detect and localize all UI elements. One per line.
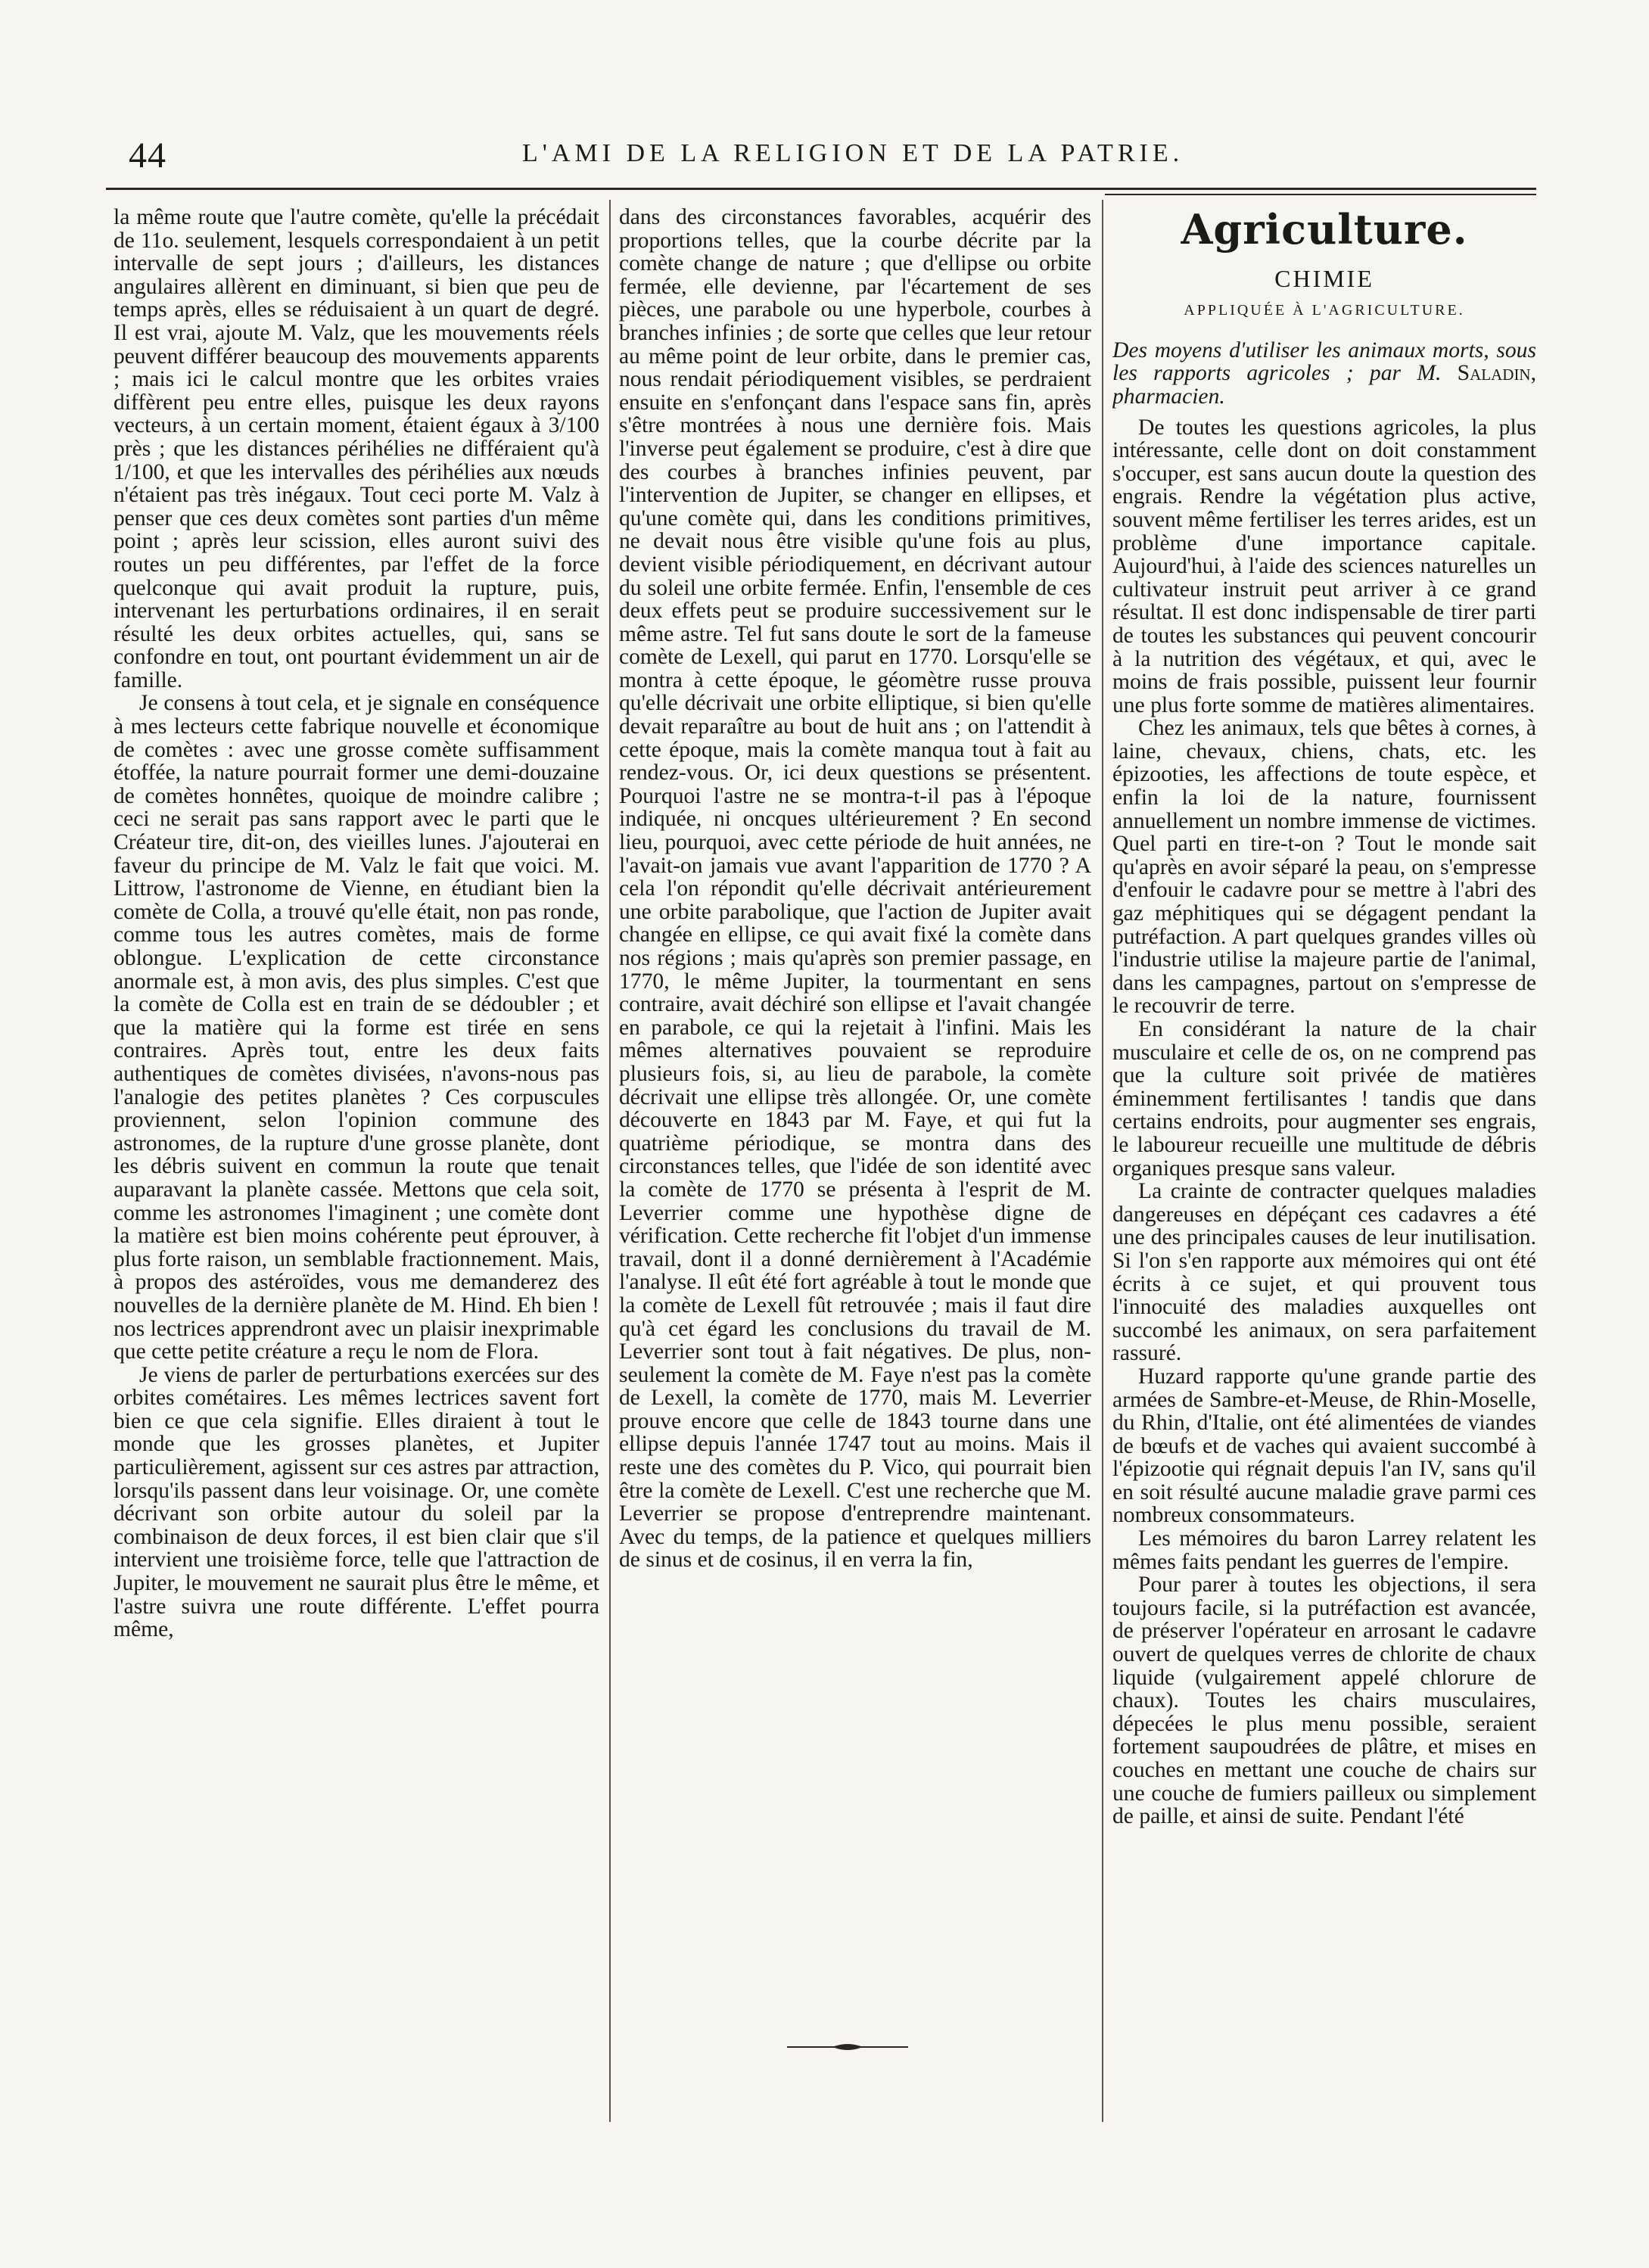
column-1	[114, 206, 599, 2139]
column-divider-2	[1102, 200, 1103, 2122]
page-number: 44	[129, 135, 166, 176]
section-title: Agriculture.	[1181, 206, 1468, 254]
byline-role: pharmacien.	[1112, 384, 1225, 409]
journal-title: L'AMI DE LA RELIGION ET DE LA PATRIE.	[522, 139, 1184, 167]
paragraph: Les mémoires du baron Larrey relatent les mêmes faits pendant les guerres de l'empire.	[1112, 1526, 1536, 1574]
paragraph: En considérant la nature de la chair musculaire et celle de os, on ne comprend pas que la culture soit privée de matières éminemment fertilisantes ! tandis que dans certains endroits, pour augmenter ses engrais, le laboureur recueille une multitude de débris organiques presque sans valeur.	[1112, 1017, 1536, 1181]
paragraph: Chez les animaux, tels que bêtes à cornes, à laine, chevaux, chiens, chats, etc. les épizooties, les affections de toute espèce, et enfin la loi de la nature, fournissent annuellement un nombre immense de victimes. Quel parti en tire-t-on ? Tout le monde sait qu'après en avoir séparé la peau, on s'empresse d'enfouir le cadavre pour se mettre à l'abri des gaz méphitiques qui se dégagent pendant la putréfaction. A part quelques grandes villes où l'industrie utilise la majeure partie de l'animal, dans les campagnes, partout on s'empresse de le recouvrir de terre.	[1112, 716, 1536, 1019]
paragraph: Je viens de parler de perturbations exercées sur des orbites cométaires. Les mêmes lectrices savent fort bien ce que cela signifie. Elles diraient à tout le monde que les grosses planètes, et Jupiter particulièrement, agissent sur ces astres par attraction, lorsqu'ils passent dans leur voisinage. Or, une comète décrivant son orbite autour du soleil par la combinaison de deux forces, il est bien clair que s'il intervient une troisième force, telle que l'attraction de Jupiter, le mouvement ne saurait plus être le même, et l'astre suivra une route différente. L'effet pourra même,	[114, 1362, 599, 1642]
column-divider-1	[609, 200, 611, 2122]
paragraph: La crainte de contracter quelques maladies dangereuses en dépéçant ces cadavres a été une des principales causes de leur inutilisation. Si l'on s'en rapporte aux mémoires qui ont été écrits à ce sujet, et qui prouvent tous l'innocuité des maladies auxquelles ont succombé les animaux, on sera parfaitement rassuré.	[1112, 1179, 1536, 1366]
subsection-title: CHIMIE	[1274, 264, 1374, 292]
byline-author: Saladin,	[1457, 361, 1536, 386]
byline-text: Des moyens d'utiliser les animaux morts, sous les rapports agricoles ; par M.	[1112, 338, 1536, 386]
paragraph: Je consens à tout cela, et je signale en conséquence à mes lecteurs cette fabrique nouvelle et économique de comètes : avec une grosse comète suffisamment étoffée, la nature pourrait former une demi-douzaine de comètes honnêtes, quoique de moindre calibre ; ceci ne serait pas sans rapport avec le parti que le Créateur tire, dit-on, des vieilles lunes. J'ajouterai en faveur du principe de M. Valz le fait que voici. M. Littrow, l'astronome de Vienne, en étudiant bien la comète de Colla, a trouvé qu'elle était, non pas ronde, comme tous les autres comètes, mais de forme oblongue. L'explication de cette circonstance anormale est, à mon avis, des plus simples. C'est que la comète de Colla est en train de se dédoubler ; et que la matière qui la forme est tirée en sens contraires. Après tout, entre les deux faits authentiques de comètes divisées, n'avons-nous pas l'analogie des petites planètes ? Ces corpuscules proviennent, selon l'opinion commune des astronomes, de la rupture d'une grosse planète, dont les débris suivent en commun la route que tenait auparavant la planète cassée. Mettons que cela soit, comme les astronomes l'imaginent ; une comète dont la matière est bien moins cohérente peut éprouver, à plus forte raison, un semblable fractionnement. Mais, à propos des astéroïdes, vous me demanderez des nouvelles de la dernière planète de M. Hind. Eh bien ! nos lectrices apprendront avec un plaisir inexprimable que cette petite créature a reçu le nom de Flora.	[114, 691, 599, 1364]
paragraph: dans des circonstances favorables, acquérir des proportions telles, que la courbe décrite par la comète change de nature ; que d'ellipse ou orbite fermée, elle devienne, par l'écartement de ses pièces, une parabole ou une hyperbole, courbes à branches infinies ; de sorte que celles que leur retour au même point de leur orbite, dans le premier cas, nous rendait périodiquement visibles, se perdraient ensuite en s'enfonçant dans l'espace sans fin, après s'être montrées à nous une dernière fois. Mais l'inverse peut également se produire, c'est à dire que des courbes à branches infinies peuvent, par l'intervention de Jupiter, se changer en ellipses, et qu'une comète qui, dans les conditions primitives, ne devait nous être visible qu'une fois au plus, devient visible périodiquement, en décrivant autour du soleil une orbite fermée. Enfin, l'ensemble de ces deux effets peut se produire successivement sur le même astre. Tel fut sans doute le sort de la fameuse comète de Lexell, qui parut en 1770. Lorsqu'elle se montra à cette époque, le géomètre russe prouva qu'elle décrivait une orbite elliptique, si bien qu'elle devait reparaître au bout de huit ans ; on l'attendit à cette époque, mais la comète manqua tout à fait au rendez-vous. Or, ici deux questions se présentent. Pourquoi l'astre ne se montra-t-il pas à l'époque indiquée, ni oncques ultérieurement ? En second lieu, pourquoi, avec cette période de huit années, ne l'avait-on jamais vue avant l'apparition de 1770 ? A cela l'on répondit qu'elle décrivait antérieurement une orbite parabolique, que l'action de Jupiter avait changée en ellipse, ce qui avait fixé la comète dans nos régions ; mais qu'après son premier passage, en 1770, le même Jupiter, la tourmentant en sens contraire, avait déchiré son ellipse et l'avait changée en parabole, ce qui la rejetait à l'infini. Mais les mêmes alternatives pouvaient se reproduire plusieurs fois, si, au lieu de parabole, la comète décrivait une ellipse très allongée. Or, une comète découverte en 1843 par M. Faye, et qui fut la quatrième périodique, se montra dans des circonstances telles, que l'idée de son identité avec la comète de 1770 se présenta à l'esprit de M. Leverrier comme une hypothèse digne de vérification. Cette recherche fit l'objet d'un immense travail, dont il a donné dernièrement à l'Académie l'analyse. Il eût été fort agréable à tout le monde que la comète de Lexell fût retrouvée ; mais il faut dire qu'à cet égard les conclusions du travail de M. Leverrier sont tout à fait négatives. De plus, non-seulement la comète de M. Faye n'est pas la comète de Lexell, la comète de 1770, mais M. Leverrier prouve encore que celle de 1843 tourne dans une ellipse depuis l'année 1747 tout au moins. Mais il reste une des comètes du P. Vico, qui pourrait bien être la comète de Lexell. C'est une recherche que M. Leverrier se propose d'entreprendre maintenant. Avec du temps, de la patience et quelques milliers de sinus et de cosinus, il en verra la fin,	[619, 206, 1091, 1573]
subsection-subtitle: APPLIQUÉE À L'AGRICULTURE.	[1184, 302, 1465, 319]
paragraph: la même route que l'autre comète, qu'elle la précédait de 11o. seulement, lesquels correspondaient à un petit intervalle de sept jours ; d'ailleurs, les distances angulaires allèrent en diminuant, si bien que peu de temps après, elles se réduisaient à un quart de degré. Il est vrai, ajoute M. Valz, que les mouvements réels peuvent différer beaucoup des mouvements apparents ; mais ici le calcul montre que les orbites vraies diffèrent peu entre elles, puisque les deux rayons vecteurs, à un certain moment, étaient égaux à 3/100 près ; que les distances périhélies ne différaient qu'à 1/100, et que les intervalles des périhélies aux nœuds n'étaient pas très inégaux. Tout ceci porte M. Valz à penser que ces deux comètes sont parties d'un même point ; après leur scission, elles auront suivi des routes un peu différentes, par l'effet de la force quelconque qui avait produit la rupture, puis, intervenant les perturbations ordinaires, il en serait résulté les deux orbites actuelles, qui, sans se confondre en tout, ont pourtant évidemment un air de famille.	[114, 206, 599, 692]
ornament-divider	[787, 2039, 908, 2055]
column-2	[619, 206, 1091, 2139]
article-byline	[1112, 339, 1536, 409]
paragraph: Huzard rapporte qu'une grande partie des armées de Sambre-et-Meuse, de Rhin-Moselle, du Rhin, d'Italie, ont été alimentées de viandes de bœufs et de vaches qui avaient succombé à l'épizootie qui régnait depuis l'an IV, sans qu'il en soit résulté aucune maladie grave parmi ces nombreux consommateurs.	[1112, 1364, 1536, 1528]
paragraph: Pour parer à toutes les objections, il sera toujours facile, si la putréfaction est avancée, de préserver l'opérateur en arrosant le cadavre ouvert de quelques verres de chlorite de chaux liquide (vulgairement appelé chlorure de chaux). Toutes les chairs musculaires, dépecées le plus menu possible, seraient fortement saupoudrées de plâtre, et mises en couches en mettant une couche de chairs sur une couche de fumiers pailleux ou simplement de paille, et ainsi de suite. Pendant l'été	[1112, 1573, 1536, 1829]
column-3	[1112, 206, 1536, 2139]
paragraph: De toutes les questions agricoles, la plus intéressante, celle dont on doit constamment s'occuper, est sans aucun doute la question des engrais. Rendre la végétation plus active, souvent même fertiliser les terres arides, est un problème d'une importance capitale. Aujourd'hui, à l'aide des sciences naturelles un cultivateur instruit peut arriver à ce grand résultat. Il est donc indispensable de tirer parti de toutes les substances qui peuvent concourir à la nutrition des végétaux, et qui, avec le moins de frais possible, puissent leur fournir une plus forte somme de matières alimentaires.	[1112, 415, 1536, 717]
header-rule-secondary	[1105, 194, 1536, 195]
header-rule	[106, 188, 1536, 190]
page-header	[129, 129, 1536, 174]
